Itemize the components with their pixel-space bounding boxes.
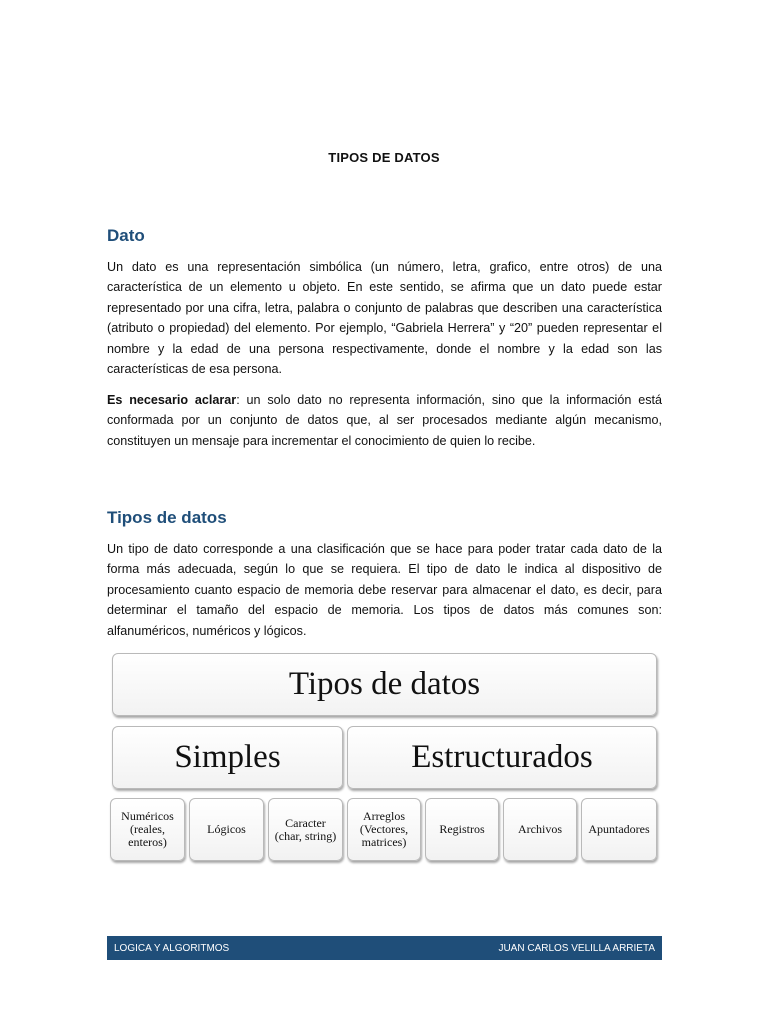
paragraph-dato: Un dato es una representación simbólica (un número, letra, grafico, entre otros) de una característica de un elemento u objeto. En este sentido, se afirma que un dato puede estar representado por una cifra, letra, palabra o conjunto de palabras que describen una característica (atributo o propiedad) del elemento. Por ejemplo, “Gabriela Herrera” y “20” pueden representar el nombre y la edad de una persona respectivamente, donde el nombre y la edad son las características de esa persona. [107, 260, 662, 377]
note-text: : un solo dato no representa información, sino que la información está conformada por un conjunto de datos que, al ser procesados mediante algún mecanismo, constituyen un mensaje para incrementar el conocimiento de quien lo recibe. [107, 393, 662, 448]
heading-dato: Dato [107, 226, 145, 245]
diagram-leaf-apuntadores: Apuntadores [581, 798, 657, 861]
diagram-estructurados-box: Estructurados [347, 726, 657, 789]
diagram-leaf-arreglos: Arreglos (Vectores, matrices) [347, 798, 421, 861]
diagram-leaf-numericos: Numéricos (reales, enteros) [110, 798, 185, 861]
note-lead: Es necesario aclarar [107, 393, 237, 407]
diagram-leaf-caracter: Caracter (char, string) [268, 798, 343, 861]
paragraph-note [107, 390, 662, 451]
diagram-simples-box: Simples [112, 726, 343, 789]
page-title: TIPOS DE DATOS [328, 150, 440, 165]
diagram-leaf-archivos: Archivos [503, 798, 577, 861]
diagram-leaf-registros: Registros [425, 798, 499, 861]
footer-author: JUAN CARLOS VELILLA ARRIETA [498, 942, 655, 954]
page-footer [107, 936, 662, 960]
diagram-leaf-logicos: Lógicos [189, 798, 264, 861]
paragraph-tipos-de-datos: Un tipo de dato corresponde a una clasificación que se hace para poder tratar cada dato de la forma más adecuada, según lo que se requiera. El tipo de dato le indica al dispositivo de procesamiento cuanto espacio de memoria debe reservar para almacenar el dato, es decir, para determinar el tamaño del espacio de memoria. Los tipos de datos más comunes son: alfanuméricos, numéricos y lógicos. [107, 542, 662, 638]
heading-tipos-de-datos: Tipos de datos [107, 508, 227, 527]
footer-course: LOGICA Y ALGORITMOS [114, 942, 230, 954]
data-types-diagram [110, 652, 660, 867]
diagram-root-box: Tipos de datos [112, 653, 657, 716]
